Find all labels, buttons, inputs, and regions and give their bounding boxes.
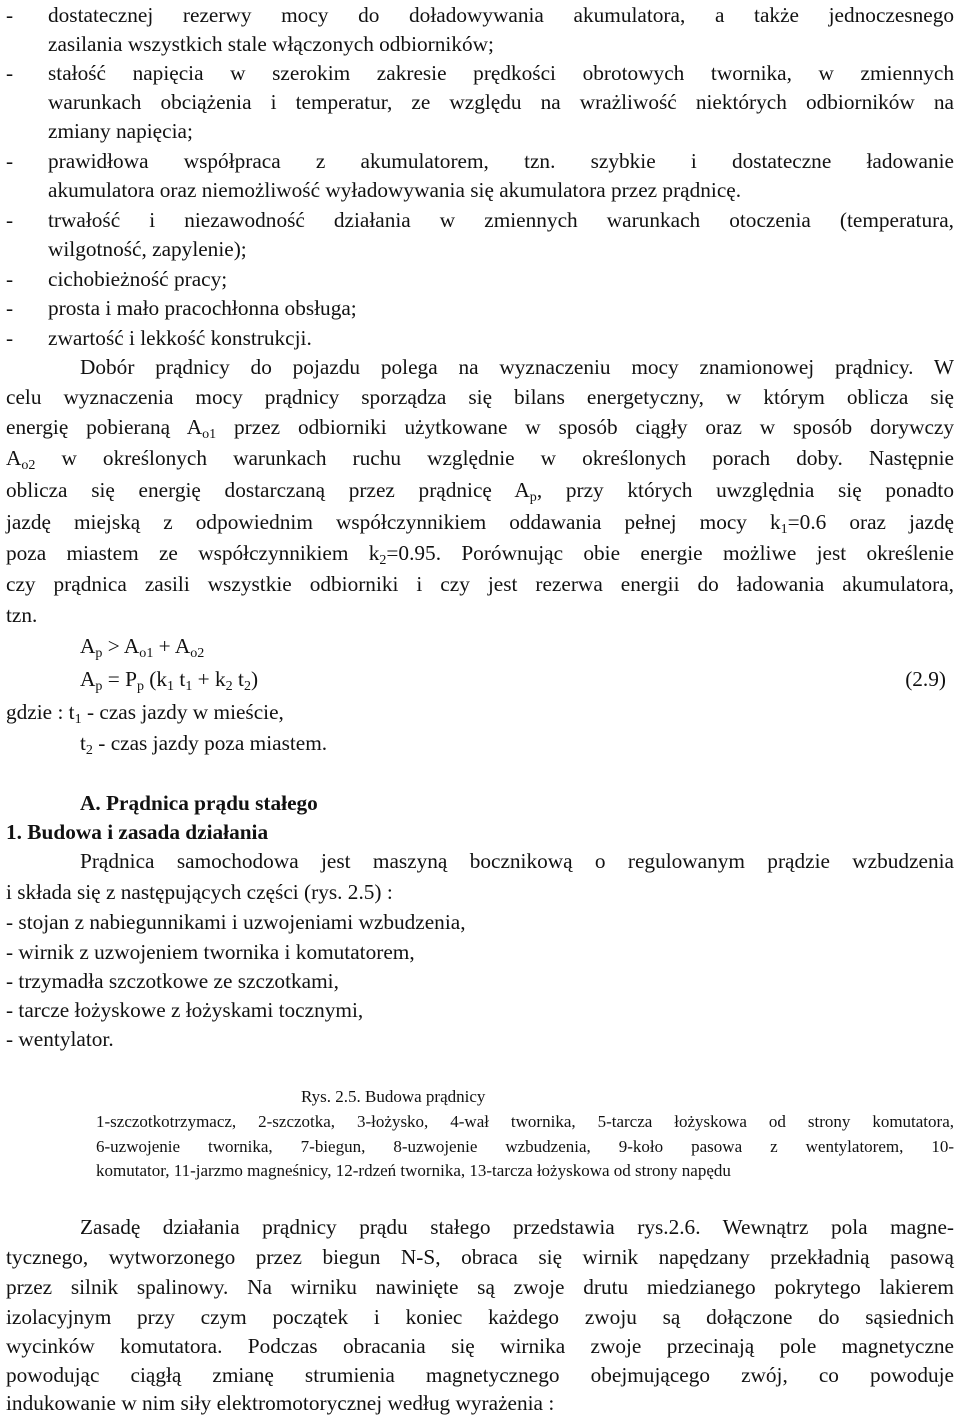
selection-line-5: oblicza się energię dostarczaną przez prądnicę $A_p$, przy których uwzględnia się ponadto [6,478,954,505]
where-line-1: gdzie : $t_1$ - czas jazdy w mieście, [6,700,284,727]
construction-intro-line-1: Prądnica samochodowa jest maszyną bocznikową o regulowanym prądzie wzbudzenia [80,849,954,873]
parts-list-item: - tarcze łożyskowe z łożyskami tocznymi, [6,998,364,1022]
principle-line-2: tycznego, wytworzonego przez biegun N-S, obraca się wirnik napędzany przekładnią pasową [6,1245,954,1269]
selection-line-8: czy prądnica zasili wszystkie odbiorniki i czy jest rezerwa energii do ładowania akumulatora, [6,572,954,596]
req-item-3-line-2: akumulatora oraz niemożliwość wyładowywania się akumulatora przez prądnicę. [48,178,742,202]
parts-list-item: - stojan z nabiegunnikami i uzwojeniami wzbudzenia, [6,910,466,934]
selection-line-4: $A_{o2}$ w określonych warunkach ruchu względnie w określonych porach doby. Następnie [6,446,954,473]
principle-line-4: izolacyjnym przy czym początek i koniec każdego zwoju są dołączone do sąsiednich [6,1305,954,1329]
principle-line-1: Zasadę działania prądnicy prądu stałego przedstawia rys.2.6. Wewnątrz pola magne- [80,1215,954,1239]
principle-line-6: powodując ciągłą zmianę strumienia magnetycznego obejmującego zwój, co powoduje [6,1363,954,1387]
figure-legend-line-1: 1-szczotkotrzymacz, 2-szczotka, 3-łożysko, 4-wał twornika, 5-tarcza łożyskowa od strony komutatora, [96,1112,954,1131]
req-item-5: - cichobieżność pracy; [6,267,228,291]
selection-line-1: Dobór prądnicy do pojazdu polega na wyznaczeniu mocy znamionowej prądnicy. W [80,355,954,379]
figure-caption-title: Rys. 2.5. Budowa prądnicy [301,1087,486,1106]
req-item-7: - zwartość i lekkość konstrukcji. [6,326,312,350]
equation-number: (2.9) [905,667,946,691]
principle-line-3: przez silnik spalinowy. Na wirniku nawinięte są zwoje drutu miedzianego pokrytego lakierem [6,1275,954,1299]
equation-1: $A_p > A_{o1} + A_{o2}$ [80,634,205,661]
selection-line-6: jazdę miejską z odpowiednim współczynnikiem oddawania pełnej mocy $k_1=0.6$ oraz jazdę [6,510,954,537]
section-heading-a: A. Prądnica prądu stałego [80,791,318,815]
section-heading-1: 1. Budowa i zasada działania [6,820,269,844]
req-item-2-line-3: zmiany napięcia; [48,119,193,143]
figure-legend-line-3: komutator, 11-jarzmo magneśnicy, 12-rdzeń twornika, 13-tarcza łożyskowa od strony napędu [96,1161,731,1180]
parts-list-item: - wirnik z uzwojeniem twornika i komutatorem, [6,940,415,964]
req-item-2-line-2: warunkach obciążenia i temperatur, ze względu na wrażliwość niektórych odbiorników na [48,90,954,114]
req-item-1-line-2: zasilania wszystkich stale włączonych odbiorników; [48,32,494,56]
figure-legend-line-2: 6-uzwojenie twornika, 7-biegun, 8-uzwojenie wzbudzenia, 9-koło pasowa z wentylatorem, 10- [96,1137,954,1156]
equation-2: $A_p = P_p$ ($k_1$ $t_1 + k_2$ $t_2$) [80,667,259,694]
parts-list-item: - wentylator. [6,1027,114,1051]
req-item-6: - prosta i mało pracochłonna obsługa; [6,296,357,320]
selection-line-7: poza miastem ze współczynnikiem $k_2=0.95$. Porównując obie energie możliwe jest określenie [6,541,954,568]
principle-line-5: wycinków komutatora. Podczas obracania się wirnika zwoje przecinają pole magnetyczne [6,1334,954,1358]
selection-line-9: tzn. [6,603,38,627]
req-item-4-line-2: wilgotność, zapylenie); [48,237,247,261]
principle-line-7: indukowanie w nim siły elektromotorycznej według wyrażenia : [6,1391,555,1415]
selection-line-3: energię pobieraną $A_{o1}$ przez odbiorniki użytkowane w sposób ciągły oraz w sposób dorywczy [6,415,954,442]
req-item-2-line-1: - stałość napięcia w szerokim zakresie prędkości obrotowych twornika, w zmiennych [6,61,954,85]
req-item-1-line-1: - dostatecznej rezerwy mocy do doładowywania akumulatora, a także jednoczesnego [6,3,954,27]
parts-list-item: - trzymadła szczotkowe ze szczotkami, [6,969,339,993]
req-item-3-line-1: - prawidłowa współpraca z akumulatorem, tzn. szybkie i dostateczne ładowanie [6,149,954,173]
req-item-4-line-1: - trwałość i niezawodność działania w zmiennych warunkach otoczenia (temperatura, [6,208,954,232]
selection-line-2: celu wyznaczenia mocy prądnicy sporządza się bilans energetyczny, w którym oblicza się [6,385,954,409]
construction-intro-line-2: i składa się z następujących części (rys. 2.5) : [6,880,393,904]
where-line-2: $t_2$ - czas jazdy poza miastem. [80,731,328,758]
